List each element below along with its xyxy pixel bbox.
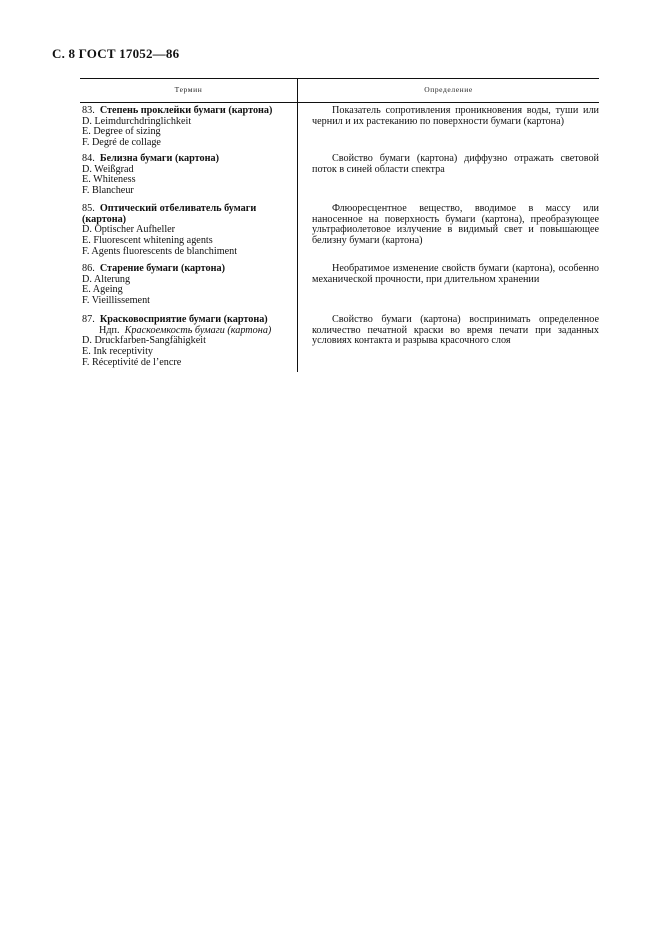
- term-translation: F. Agents fluorescents de blanchiment: [82, 245, 238, 257]
- term-cell: [80, 204, 297, 264]
- definition-cell: Необратимое изменение свойств бумаги (картона), особенно механической прочности, при длительном хранении: [312, 263, 599, 285]
- term-translation: F. Blancheur: [82, 185, 134, 197]
- column-header-definition: Определение: [424, 85, 473, 94]
- term-row: [80, 106, 599, 154]
- term-translation: D. Alterung: [82, 273, 131, 285]
- term-translation: E. Fluorescent whitening agents: [82, 235, 213, 247]
- term-translation: D. Weißgrad: [82, 163, 134, 175]
- term-row: [80, 315, 599, 373]
- term-translation: D. Optischer Aufheller: [82, 224, 176, 236]
- term-translation: E. Degree of sizing: [82, 126, 161, 138]
- column-divider: [297, 78, 298, 101]
- column-header-term: Термин: [174, 85, 203, 94]
- term-cell: [80, 315, 297, 373]
- term-deprecated: Ндп. Краскоемкость бумаги (картона): [99, 324, 272, 336]
- definition-cell: Флюоресцентное вещество, вводимое в массу или наносенное на поверхность бумаги (картона), преобразующее ультрафиолетовое излучение в видимый свет и повышающее белизну бумаги (картона): [312, 203, 599, 247]
- term-translation: E. Ageing: [82, 284, 123, 296]
- term-translation: E. Ink receptivity: [82, 346, 154, 358]
- term-title: 85. Оптический отбеливатель бумаги (картона): [82, 203, 257, 225]
- terms-table: [80, 78, 599, 373]
- page-header: С. 8 ГОСТ 17052—86: [52, 46, 180, 61]
- term-title: 83. Степень проклейки бумаги (картона): [82, 105, 273, 116]
- term-translation: F. Degré de collage: [82, 137, 161, 149]
- term-translation: F. Vieillissement: [82, 295, 150, 307]
- term-title: 87. Красковосприятие бумаги (картона): [82, 314, 268, 325]
- term-title: 84. Белизна бумаги (картона): [82, 153, 219, 164]
- term-cell: [80, 264, 297, 315]
- term-row: [80, 264, 599, 315]
- term-row: [80, 204, 599, 264]
- term-row: [80, 154, 599, 204]
- table-header: [80, 78, 599, 103]
- term-cell: [80, 154, 297, 204]
- term-cell: [80, 106, 297, 154]
- term-title: 86. Старение бумаги (картона): [82, 263, 225, 274]
- term-translation: D. Druckfarben-Sangfähigkeit: [82, 335, 206, 347]
- definition-cell: Свойство бумаги (картона) воспринимать определенное количество печатной краски во время печати при заданных условиях контакта и разрыва красочного слоя: [312, 314, 599, 347]
- definition-cell: Показатель сопротивления проникновения воды, туши или чернил и их растеканию по поверхности бумаги (картона): [312, 105, 599, 127]
- term-translation: F. Réceptivité de l’encre: [82, 356, 182, 368]
- definition-cell: Свойство бумаги (картона) диффузно отражать световой поток в синей области спектра: [312, 153, 599, 175]
- table-body: [80, 103, 599, 373]
- term-translation: D. Leimdurchdringlichkeit: [82, 115, 192, 127]
- term-translation: E. Whiteness: [82, 174, 136, 186]
